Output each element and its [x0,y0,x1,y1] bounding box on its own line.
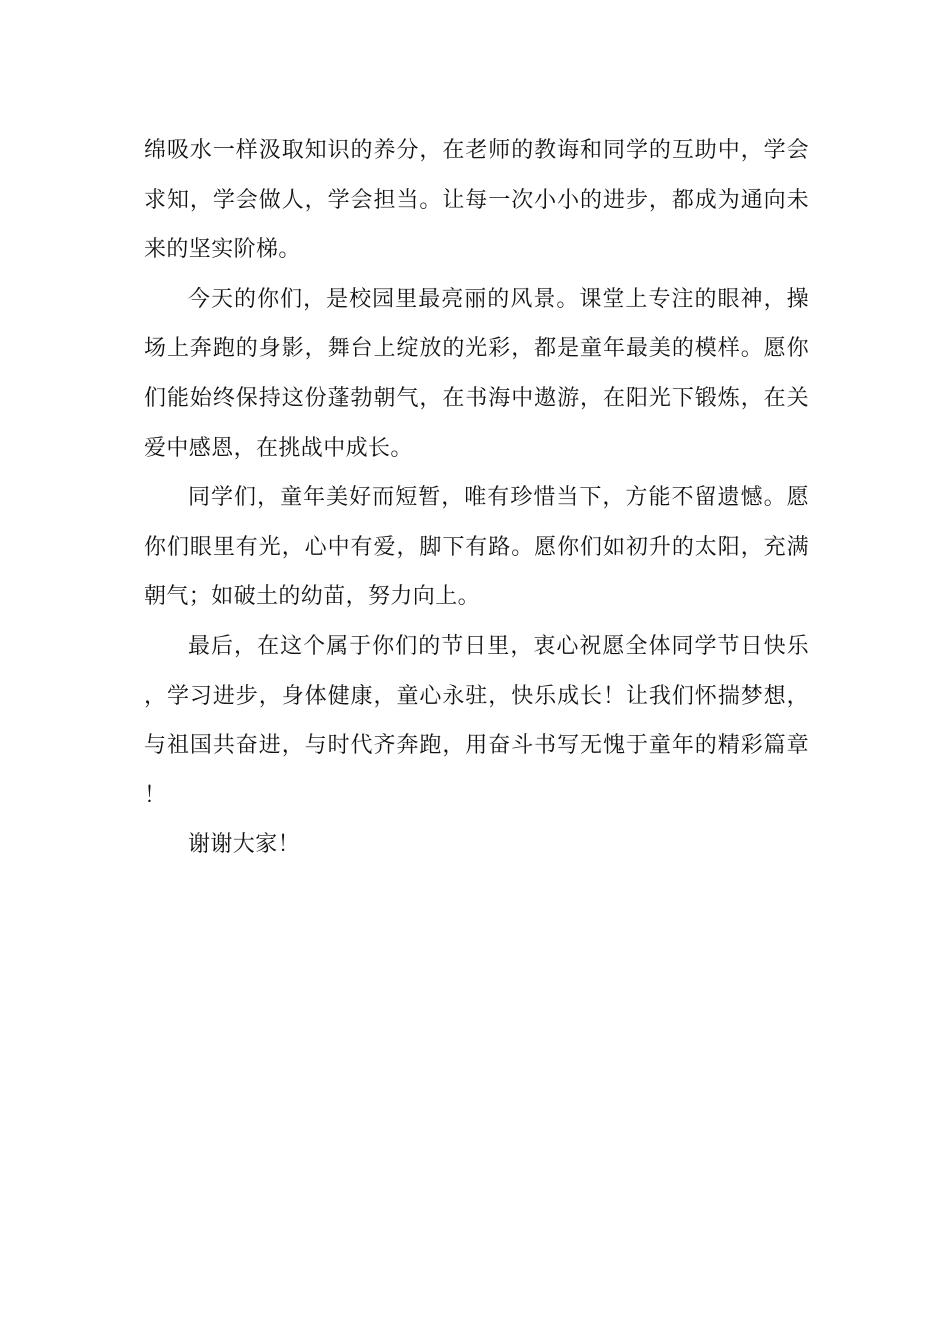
document-body [144,126,809,870]
paragraph-2: 今天的你们，是校园里最亮丽的风景。课堂上专注的眼神，操场上奔跑的身影，舞台上绽放的光彩，都是童年最美的模样。愿你们能始终保持这份蓬勃朝气，在书海中遨游，在阳光下锻炼，在关爱中感恩，在挑战中成长。 [144,286,809,461]
closing-line: 谢谢大家！ [188,832,301,858]
paragraph-4: 最后，在这个属于你们的节日里，衷心祝愿全体同学节日快乐，学习进步，身体健康，童心永驻，快乐成长！让我们怀揣梦想，与祖国共奋进，与时代齐奔跑，用奋斗书写无愧于童年的精彩篇章！ [144,633,809,808]
paragraph-3: 同学们，童年美好而短暂，唯有珍惜当下，方能不留遗憾。愿你们眼里有光，心中有爱，脚下有路。愿你们如初升的太阳，充满朝气；如破土的幼苗，努力向上。 [144,485,809,610]
paragraph-1: 绵吸水一样汲取知识的养分，在老师的教诲和同学的互助中，学会求知，学会做人，学会担当。让每一次小小的进步，都成为通向未来的坚实阶梯。 [144,138,809,263]
